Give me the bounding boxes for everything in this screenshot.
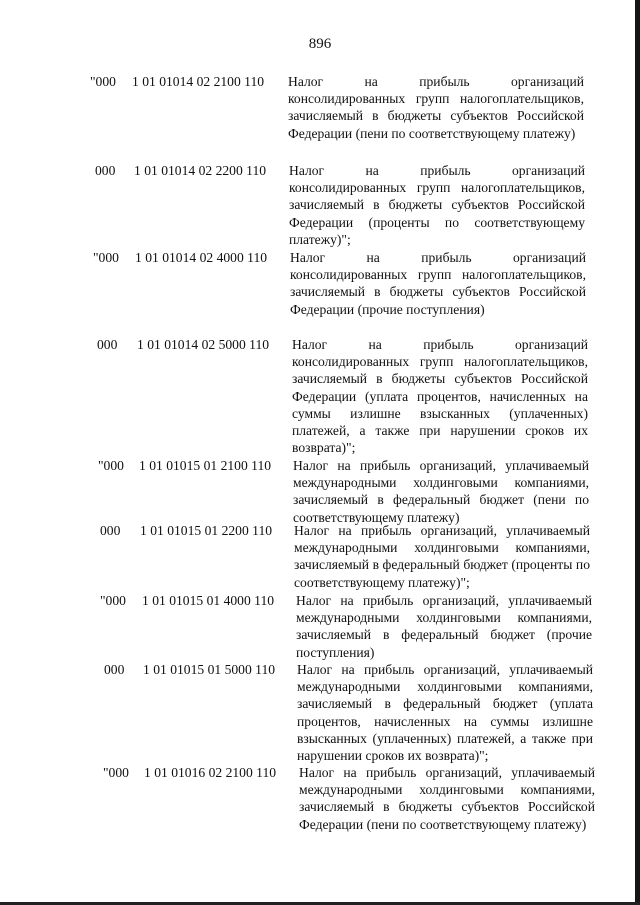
entry-description: Налог на прибыль организаций консолидированных групп налогоплательщиков, зачисляемый в бюджеты субъектов Российской Федерации (пени по соответствующему платежу) <box>288 74 584 141</box>
admin-code: 000 <box>104 662 125 677</box>
entry-description: Налог на прибыль организаций консолидированных групп налогоплательщиков, зачисляемый в бюджеты субъектов Российской Федерации (прочие поступления) <box>290 250 586 317</box>
admin-code: "000 <box>98 458 124 473</box>
classification-code: 1 01 01015 01 4000 110 <box>142 593 275 608</box>
classification-code: 1 01 01014 02 2200 110 <box>134 163 267 178</box>
admin-code: 000 <box>97 337 118 352</box>
entry-description: Налог на прибыль организаций, уплачиваемый международными холдинговыми компаниями, зачисляемый в бюджеты субъектов Российской Федерации (пени по соответствующему платежу) <box>299 765 595 832</box>
entry-description: Налог на прибыль организаций, уплачиваемый международными холдинговыми компаниями, зачисляемый в федеральный бюджет (прочие поступления) <box>296 593 592 660</box>
classification-code: 1 01 01015 01 5000 110 <box>143 662 276 677</box>
entry-description: Налог на прибыль организаций консолидированных групп налогоплательщиков, зачисляемый в бюджеты субъектов Российской Федерации (проценты по соответствующему платежу)"; <box>289 163 585 247</box>
classification-code: 1 01 01015 01 2200 110 <box>140 523 273 538</box>
admin-code: "000 <box>93 250 119 265</box>
admin-code: 000 <box>95 163 116 178</box>
admin-code: "000 <box>100 593 126 608</box>
classification-code: 1 01 01014 02 2100 110 <box>132 74 265 89</box>
page-number: 896 <box>308 36 332 52</box>
classification-code: 1 01 01015 01 2100 110 <box>139 458 272 473</box>
entry-description: Налог на прибыль организаций, уплачиваемый международными холдинговыми компаниями, зачисляемый в федеральный бюджет (уплата процентов, начисленных на суммы излишне взысканных (уплаченных) платежей, а также при нарушении сроков их возврата)"; <box>297 662 593 764</box>
entry-description: Налог на прибыль организаций, уплачиваемый международными холдинговыми компаниями, зачисляемый в федеральный бюджет (проценты по соответствующему платежу)"; <box>294 523 590 590</box>
admin-code: "000 <box>90 74 116 89</box>
admin-code: "000 <box>103 765 129 780</box>
entry-description: Налог на прибыль организаций, уплачиваемый международными холдинговыми компаниями, зачисляемый в федеральный бюджет (пени по соответствующему платежу) <box>293 458 589 525</box>
admin-code: 000 <box>100 523 121 538</box>
entry-description: Налог на прибыль организаций консолидированных групп налогоплательщиков, зачисляемый в бюджеты субъектов Российской Федерации (уплата процентов, начисленных на суммы излишне взысканных (уплаченных) платежей, а также при нарушении сроков их возврата)"; <box>292 337 588 456</box>
classification-code: 1 01 01014 02 5000 110 <box>137 337 270 352</box>
scan-edge-right <box>635 0 640 905</box>
classification-code: 1 01 01016 02 2100 110 <box>144 765 277 780</box>
classification-code: 1 01 01014 02 4000 110 <box>135 250 268 265</box>
